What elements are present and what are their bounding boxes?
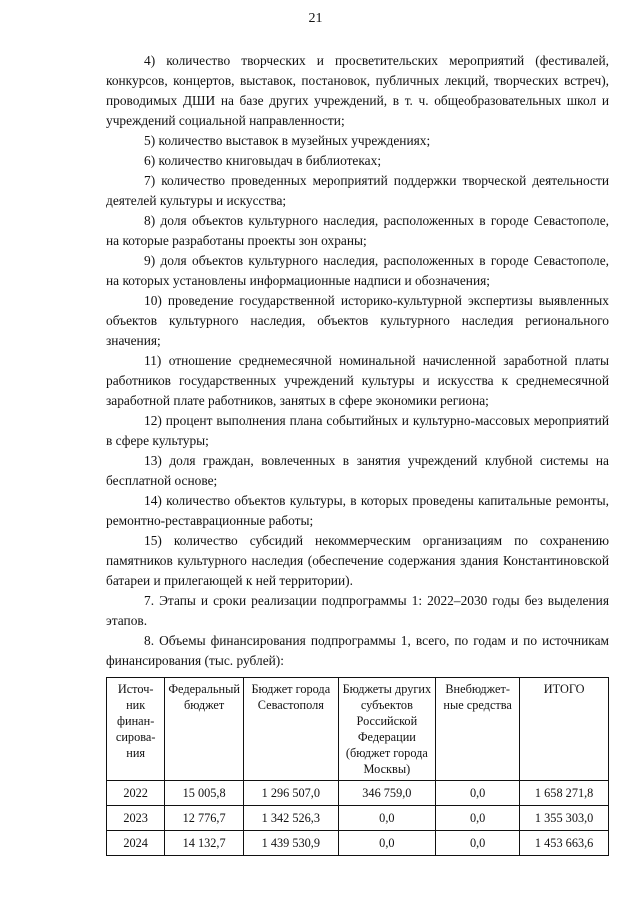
header-total: ИТОГО (520, 678, 609, 781)
list-item-14: 14) количество объектов культуры, в которых проведены капитальные ремонты, ремонтно-реставрационные работы; (106, 493, 609, 528)
cell-other-regions: 346 759,0 (338, 781, 435, 806)
page-content (106, 51, 609, 856)
cell-total: 1 658 271,8 (520, 781, 609, 806)
list-item-11: 11) отношение среднемесячной номинальной начисленной заработной платы работников государственных учреждений культуры и искусства к среднемесячной заработной плате работников, занятых в сфере экономики региона; (106, 353, 609, 408)
cell-federal: 14 132,7 (165, 831, 244, 856)
header-extrabudgetary: Внебюджет-ные средства (436, 678, 520, 781)
list-item-5: 5) количество выставок в музейных учреждениях; (144, 133, 431, 148)
header-federal-budget: Федеральный бюджет (165, 678, 244, 781)
section-7-stages: 7. Этапы и сроки реализации подпрограммы 1: 2022–2030 годы без выделения этапов. (106, 593, 609, 628)
list-item-12: 12) процент выполнения плана событийных и культурно-массовых мероприятий в сфере культуры; (106, 413, 609, 448)
cell-other-regions: 0,0 (338, 831, 435, 856)
header-other-regions-budget: Бюджеты других субъектов Российской Федерации (бюджет города Москвы) (338, 678, 435, 781)
table-row (107, 831, 609, 856)
list-item-10: 10) проведение государственной историко-культурной экспертизы выявленных объектов культурного наследия, объектов культурного наследия регионального значения; (106, 293, 609, 348)
cell-federal: 15 005,8 (165, 781, 244, 806)
header-sevastopol-budget: Бюджет города Севастополя (243, 678, 338, 781)
cell-sevastopol: 1 342 526,3 (243, 806, 338, 831)
cell-sevastopol: 1 296 507,0 (243, 781, 338, 806)
list-item-6: 6) количество книговыдач в библиотеках; (144, 153, 382, 168)
cell-extrabudgetary: 0,0 (436, 806, 520, 831)
cell-sevastopol: 1 439 530,9 (243, 831, 338, 856)
list-item-9: 9) доля объектов культурного наследия, расположенных в городе Севастополе, на которых установлены информационные надписи и обозначения; (106, 253, 609, 288)
cell-extrabudgetary: 0,0 (436, 781, 520, 806)
cell-year: 2023 (107, 806, 165, 831)
cell-other-regions: 0,0 (338, 806, 435, 831)
cell-year: 2022 (107, 781, 165, 806)
financing-table (106, 677, 609, 856)
list-item-15: 15) количество субсидий некоммерческим организациям по сохранению памятников культурного наследия (обеспечение содержания здания Константиновской батареи и прилегающей к ней территории). (106, 533, 609, 588)
page-number: 21 (308, 11, 323, 26)
cell-total: 1 355 303,0 (520, 806, 609, 831)
table-header-row (107, 678, 609, 781)
cell-federal: 12 776,7 (165, 806, 244, 831)
list-item-13: 13) доля граждан, вовлеченных в занятия учреждений клубной системы на бесплатной основе; (106, 453, 609, 488)
table-row (107, 806, 609, 831)
section-8-financing: 8. Объемы финансирования подпрограммы 1, всего, по годам и по источникам финансирования (тыс. рублей): (106, 633, 609, 668)
cell-total: 1 453 663,6 (520, 831, 609, 856)
cell-extrabudgetary: 0,0 (436, 831, 520, 856)
table-row (107, 781, 609, 806)
list-item-4: 4) количество творческих и просветительских мероприятий (фестивалей, конкурсов, концертов, выставок, постановок, публичных лекций, творческих встреч), проводимых ДШИ на базе других учреждений, в т. ч. общеобразовательных школ и учреждений социальной направленности; (106, 53, 609, 128)
list-item-7: 7) количество проведенных мероприятий поддержки творческой деятельности деятелей культуры и искусства; (106, 173, 609, 208)
list-item-8: 8) доля объектов культурного наследия, расположенных в городе Севастополе, на которые разработаны проекты зон охраны; (106, 213, 609, 248)
header-source: Источ-ник финан-сирова-ния (107, 678, 165, 781)
cell-year: 2024 (107, 831, 165, 856)
